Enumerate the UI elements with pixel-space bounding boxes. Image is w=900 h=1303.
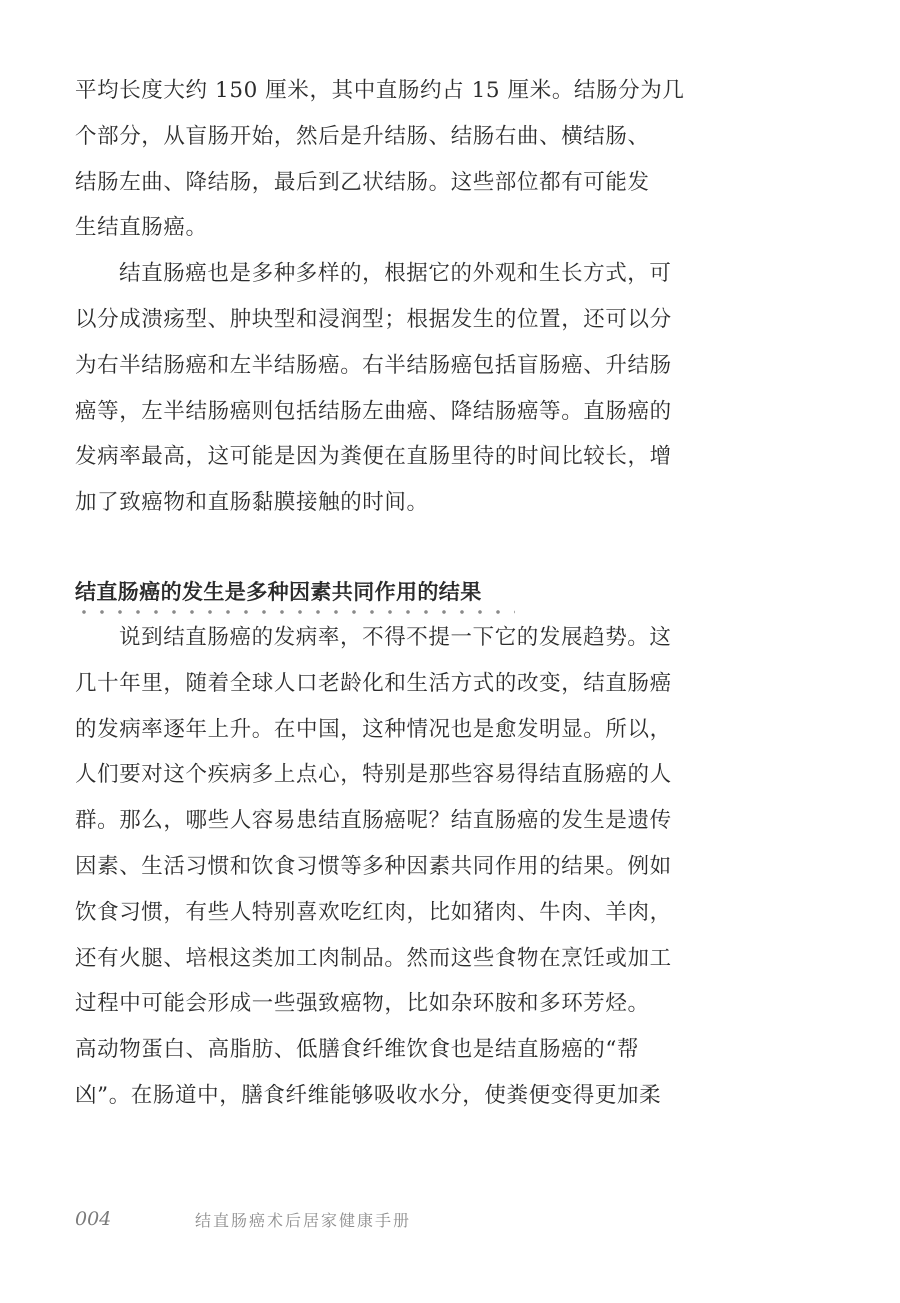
section-heading-block [75, 572, 697, 616]
paragraph-line: 为右半结肠癌和左半结肠癌。右半结肠癌包括盲肠癌、升结肠 [75, 352, 672, 378]
body-text-section-2 [75, 615, 697, 1119]
paragraph-line: 发病率最高，这可能是因为粪便在直肠里待的时间比较长，增 [75, 444, 672, 470]
paragraph-line: 癌等，左半结肠癌则包括结肠左曲癌、降结肠癌等。直肠癌的 [75, 398, 672, 424]
paragraph-line: 个部分，从盲肠开始，然后是升结肠、结肠右曲、横结肠、 [75, 123, 650, 149]
paragraph-line: 的发病率逐年上升。在中国，这种情况也是愈发明显。所以， [75, 716, 672, 742]
section-heading: 结直肠癌的发生是多种因素共同作用的结果 [75, 580, 482, 604]
paragraph-line: 人们要对这个疾病多上点心，特别是那些容易得结直肠癌的人 [75, 762, 672, 788]
body-text-section-1 [75, 68, 697, 526]
paragraph-line: 饮食习惯，有些人特别喜欢吃红肉，比如猪肉、牛肉、羊肉， [75, 899, 672, 925]
paragraph-line: 高动物蛋白、高脂肪、低膳食纤维饮食也是结直肠癌的“帮 [75, 1037, 640, 1063]
paragraph-line: 还有火腿、培根这类加工肉制品。然而这些食物在烹饪或加工 [75, 945, 672, 971]
paragraph-line: 结肠左曲、降结肠，最后到乙状结肠。这些部位都有可能发 [75, 169, 650, 195]
paragraph-line: 说到结直肠癌的发病率，不得不提一下它的发展趋势。这 [119, 625, 672, 650]
page-footer [75, 1203, 411, 1235]
paragraph-line: 加了致癌物和直肠黏膜接触的时间。 [75, 490, 429, 516]
paragraph-line: 生结直肠癌。 [75, 215, 208, 241]
book-title: 结直肠癌术后居家健康手册 [195, 1210, 412, 1230]
paragraph-line: 群。那么，哪些人容易患结直肠癌呢？结直肠癌的发生是遗传 [75, 808, 672, 834]
paragraph-line: 因素、生活习惯和饮食习惯等多种因素共同作用的结果。例如 [75, 853, 672, 879]
paragraph-line: 凶”。在肠道中，膳食纤维能够吸收水分，使粪便变得更加柔 [75, 1082, 662, 1108]
paragraph-line: 过程中可能会形成一些强致癌物，比如杂环胺和多环芳烃。 [75, 991, 650, 1017]
paragraph-line: 平均长度大约 150 厘米，其中直肠约占 15 厘米。结肠分为几 [75, 78, 685, 103]
page-number: 004 [75, 1208, 112, 1230]
paragraph-line: 结直肠癌也是多种多样的，根据它的外观和生长方式，可 [119, 261, 672, 287]
paragraph-line: 几十年里，随着全球人口老龄化和生活方式的改变，结直肠癌 [75, 670, 672, 696]
paragraph-line: 以分成溃疡型、肿块型和浸润型；根据发生的位置，还可以分 [75, 306, 672, 332]
